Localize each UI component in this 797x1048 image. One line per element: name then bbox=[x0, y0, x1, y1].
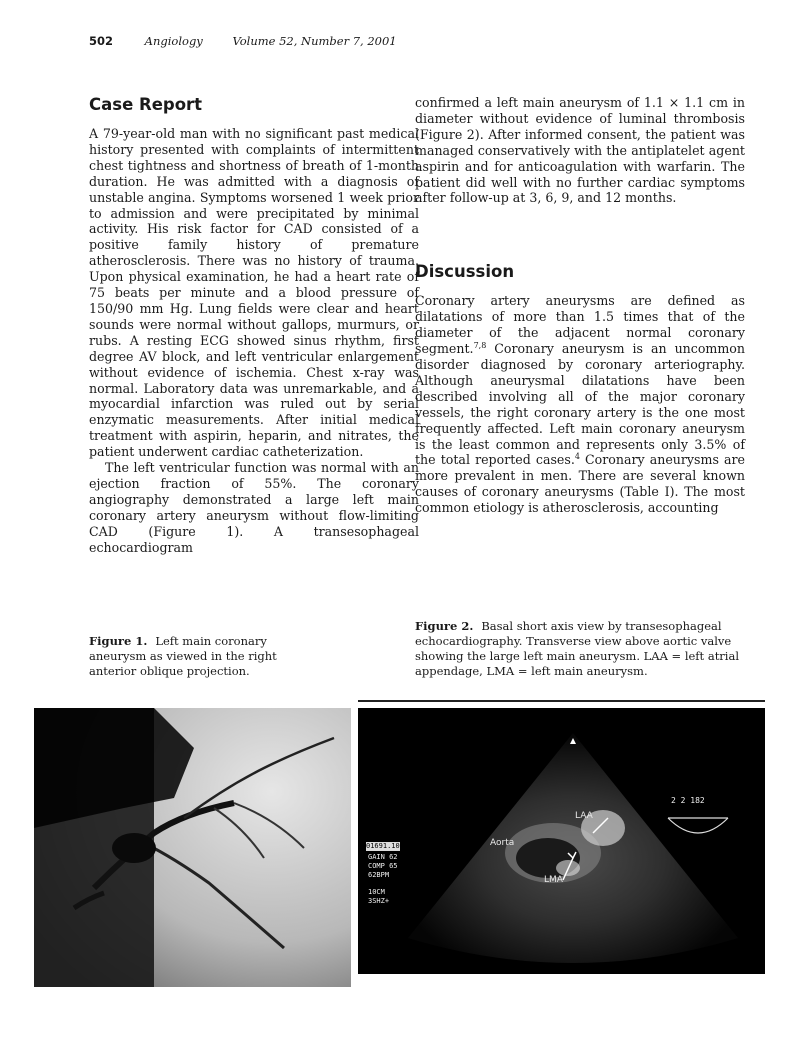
angiogram-graphic bbox=[34, 708, 351, 987]
right-column bbox=[415, 95, 745, 516]
discussion-text-a: Coronary artery aneurysms are defined as dilatations of more than 1.5 times that of the diameter of the adjacent normal coronary segment. bbox=[415, 293, 745, 357]
figure-1-caption bbox=[89, 634, 289, 679]
case-report-paragraph-1: A 79-year-old man with no significant past medical history presented with complaints of intermittent chest tightness and shortness of breath of 1-month duration. He was admitted with a diagnosis of unstable angina. Symptoms worsened 1 week prior to admission and were precipitated by minimal activity. His risk factor for CAD consisted of a positive family history of premature atherosclerosis. There was no history of trauma. Upon physical examination, he had a heart rate of 75 beats per minute and a blood pressure of 150/90 mm Hg. Lung fields were clear and heart sounds were normal without gallops, murmurs, or rubs. A resting ECG showed sinus rhythm, first degree AV block, and left ventricular enlargement without evidence of ischemia. Chest x-ray was normal. Laboratory data was unremarkable, and a myocardial infarction was ruled out by serial enzymatic measurements. After initial medical treatment with aspirin, heparin, and nitrates, the patient underwent cardiac catheterization. bbox=[89, 126, 419, 460]
laa-label: LAA bbox=[575, 811, 593, 821]
journal-name: Angiology bbox=[144, 34, 203, 48]
angle-readout: 2 2 182 bbox=[671, 796, 705, 805]
figure-2-label: Figure 2. bbox=[415, 619, 474, 633]
reference-4: 4 bbox=[574, 452, 580, 462]
reference-7-8: 7,8 bbox=[473, 340, 487, 350]
discussion-text-c: Coronary aneurysms are more prevalent in men. There are several known causes of coronary aneurysms (Table I). The most common etiology is atherosclerosis, accounting bbox=[415, 452, 745, 516]
page-number: 502 bbox=[89, 34, 114, 48]
echo-readout-4: 62BPM bbox=[368, 871, 390, 879]
figure-2-top-border bbox=[358, 700, 765, 702]
case-report-paragraph-2: The left ventricular function was normal with an ejection fraction of 55%. The coronary angiography demonstrated a large left main coronary artery aneurysm without flow-limiting CAD (Figure 1). A transesophageal echocardiogram bbox=[89, 460, 419, 555]
aorta-label: Aorta bbox=[490, 838, 515, 848]
echo-readout-2: GAIN 62 bbox=[368, 853, 398, 861]
figure-1-caption-text: Left main coronary aneurysm as viewed in the right anterior oblique projection. bbox=[89, 634, 277, 678]
echo-readout-6: 3SHZ+ bbox=[368, 897, 390, 905]
echo-readout-3: COMP 65 bbox=[368, 862, 398, 870]
left-column bbox=[89, 95, 419, 555]
figure-1-angiogram-image bbox=[34, 708, 351, 987]
case-report-continuation: confirmed a left main aneurysm of 1.1 × 1.1 cm in diameter without evidence of luminal thrombosis (Figure 2). After informed consent, the patient was managed conservatively with the antiplatelet agent aspirin and for anticoagulation with warfarin. The patient did well with no further cardiac symptoms after follow-up at 3, 6, 9, and 12 months. bbox=[415, 95, 745, 206]
figure-2-caption-text: Basal short axis view by transesophageal echocardiography. Transverse view above aortic valve showing the large left main aneurysm. LAA = left atrial appendage, LMA = left main aneurysm. bbox=[415, 619, 740, 678]
lma-label: LMA bbox=[544, 875, 563, 885]
figure-1-label: Figure 1. bbox=[89, 634, 148, 648]
discussion-heading: Discussion bbox=[415, 262, 515, 282]
discussion-text-b: Coronary aneurysm is an uncommon disorder diagnosed by coronary arteriography. Although aneurysmal dilatations have been described involving all of the major coronary vessels, the right coronary artery is the one most frequently affected. Left main coronary aneurysm is the least common and represents only 3.5% of the total reported cases. bbox=[415, 341, 745, 468]
discussion-paragraph bbox=[415, 293, 745, 516]
figure-2-caption bbox=[415, 619, 755, 679]
case-report-heading: Case Report bbox=[89, 95, 203, 114]
figure-2-echo-image bbox=[358, 708, 765, 974]
echo-graphic bbox=[358, 708, 765, 974]
echo-readout-1: 01691.10 bbox=[366, 842, 400, 850]
running-header bbox=[89, 34, 397, 48]
volume-info: Volume 52, Number 7, 2001 bbox=[232, 34, 397, 48]
echo-readout-5: 10CM bbox=[368, 888, 385, 896]
